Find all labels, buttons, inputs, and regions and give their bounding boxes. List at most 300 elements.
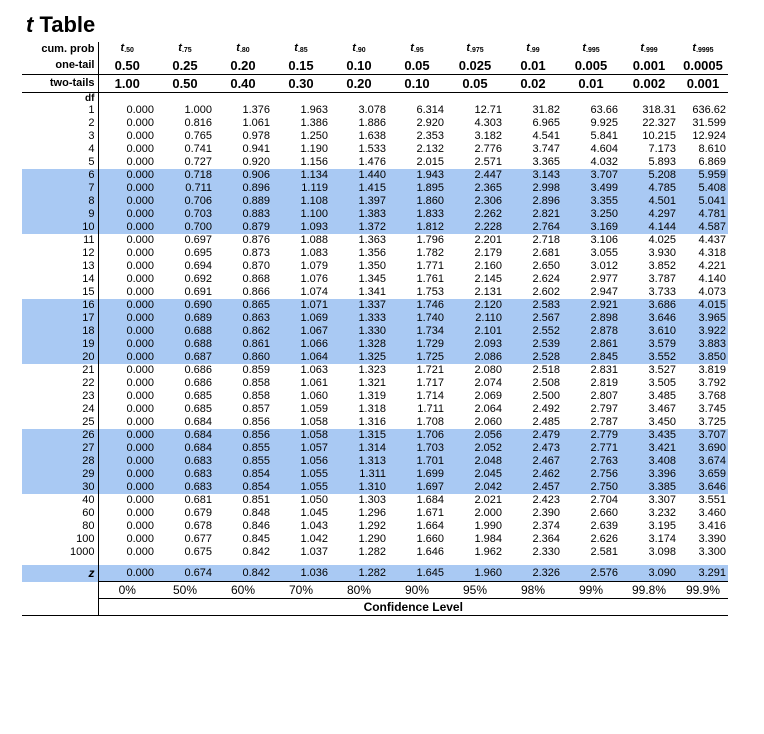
value-cell: 3.733 — [648, 286, 676, 298]
confidence-row — [22, 582, 728, 599]
value-cell: 0.000 — [98, 338, 156, 351]
value-cell: 2.756 — [562, 468, 620, 481]
df-cell: 14 — [22, 273, 98, 286]
value-cell: 1.746 — [388, 299, 446, 312]
value-cell: 2.015 — [416, 156, 444, 168]
table-row — [22, 442, 728, 455]
value-cell: 0.858 — [242, 390, 270, 402]
df-cell: 4 — [22, 143, 98, 156]
value-cell: 3.385 — [620, 481, 678, 494]
t-symbol: t — [352, 42, 356, 54]
value-cell: 1.315 — [330, 429, 388, 442]
value-cell: 2.704 — [590, 494, 618, 506]
value-cell: 1.055 — [272, 481, 330, 494]
value-cell: 3.195 — [648, 520, 676, 532]
value-cell: 0.816 — [184, 117, 212, 129]
z-value-cell: 1.036 — [272, 565, 330, 582]
value-cell: 2.602 — [532, 286, 560, 298]
value-cell: 6.965 — [532, 117, 560, 129]
table-row — [22, 130, 728, 143]
value-cell: 5.408 — [678, 182, 728, 195]
value-cell: 2.776 — [474, 143, 502, 155]
value-cell: 0.000 — [126, 143, 154, 155]
cum-prob-value: .995 — [586, 47, 600, 54]
value-cell: 0.684 — [184, 416, 212, 428]
cum-prob-value: .99 — [529, 47, 540, 54]
value-cell: 1.064 — [272, 351, 330, 364]
value-cell: 4.015 — [678, 299, 728, 312]
df-header-row — [22, 93, 728, 105]
value-cell: 2.750 — [562, 481, 620, 494]
df-cell: 5 — [22, 156, 98, 169]
one-tail-value: 0.0005 — [683, 58, 723, 73]
value-cell: 0.879 — [214, 221, 272, 234]
cum-prob-header — [678, 42, 728, 57]
confidence-value: 98% — [504, 582, 562, 599]
df-cell: 19 — [22, 338, 98, 351]
df-cell: 21 — [22, 364, 98, 377]
value-cell: 12.924 — [692, 130, 726, 142]
value-cell: 1.660 — [416, 533, 444, 545]
df-cell: 2 — [22, 117, 98, 130]
value-cell: 0.679 — [184, 507, 212, 519]
value-cell: 1.069 — [272, 312, 330, 325]
value-cell: 0.765 — [184, 130, 212, 142]
z-value-cell: 1.645 — [388, 565, 446, 582]
value-cell: 0.858 — [242, 377, 270, 389]
value-cell: 12.71 — [474, 104, 502, 116]
value-cell: 0.000 — [98, 208, 156, 221]
value-cell: 2.779 — [562, 429, 620, 442]
cum-prob-value: .85 — [297, 47, 308, 54]
value-cell: 1.323 — [358, 364, 386, 376]
table-row — [22, 455, 728, 468]
value-cell: 0.861 — [214, 338, 272, 351]
value-cell: 4.318 — [698, 247, 726, 259]
df-cell: 24 — [22, 403, 98, 416]
value-cell: 3.552 — [620, 351, 678, 364]
value-cell: 2.048 — [446, 455, 504, 468]
value-cell: 3.787 — [648, 273, 676, 285]
value-cell: 0.694 — [184, 260, 212, 272]
value-cell: 4.541 — [532, 130, 560, 142]
value-cell: 0.846 — [242, 520, 270, 532]
value-cell: 1.134 — [272, 169, 330, 182]
one-tail-value: 0.05 — [404, 58, 430, 73]
value-cell: 0.000 — [98, 455, 156, 468]
value-cell: 2.861 — [562, 338, 620, 351]
one-tail-value: 0.15 — [288, 58, 314, 73]
value-cell: 0.865 — [214, 299, 272, 312]
value-cell: 7.173 — [648, 143, 676, 155]
one-tail-value: 0.001 — [632, 58, 666, 73]
value-cell: 1.734 — [388, 325, 446, 338]
df-header-blank — [98, 93, 156, 105]
df-cell: 29 — [22, 468, 98, 481]
value-cell: 1.292 — [358, 520, 386, 532]
value-cell: 1.701 — [388, 455, 446, 468]
t-symbol: t — [120, 42, 125, 54]
value-cell: 3.725 — [698, 416, 726, 428]
value-cell: 1.376 — [242, 104, 270, 116]
value-cell: 2.920 — [416, 117, 444, 129]
value-cell: 1.341 — [358, 286, 386, 298]
value-cell: 0.000 — [126, 416, 154, 428]
value-cell: 1.363 — [358, 234, 386, 246]
value-cell: 2.330 — [532, 546, 560, 558]
value-cell: 0.686 — [184, 377, 212, 389]
value-cell: 3.143 — [504, 169, 562, 182]
value-cell: 3.579 — [620, 338, 678, 351]
z-label: z — [22, 565, 98, 582]
value-cell: 3.707 — [562, 169, 620, 182]
value-cell: 1.753 — [416, 286, 444, 298]
table-row — [22, 208, 728, 221]
table-row — [22, 182, 728, 195]
value-cell: 3.707 — [678, 429, 728, 442]
value-cell: 0.684 — [156, 429, 214, 442]
value-cell: 2.567 — [504, 312, 562, 325]
confidence-level-caption: Confidence Level — [98, 599, 728, 616]
value-cell: 4.604 — [590, 143, 618, 155]
value-cell: 2.042 — [446, 481, 504, 494]
value-cell: 2.056 — [446, 429, 504, 442]
value-cell: 2.110 — [446, 312, 504, 325]
value-cell: 2.681 — [532, 247, 560, 259]
value-cell: 1.088 — [300, 234, 328, 246]
value-cell: 0.681 — [184, 494, 212, 506]
value-cell: 0.687 — [156, 351, 214, 364]
value-cell: 0.000 — [98, 195, 156, 208]
df-cell: 13 — [22, 260, 98, 273]
cum-prob-value: .90 — [355, 47, 366, 54]
value-cell: 3.610 — [620, 325, 678, 338]
value-cell: 2.518 — [532, 364, 560, 376]
value-cell: 2.581 — [590, 546, 618, 558]
value-cell: 2.878 — [562, 325, 620, 338]
t-symbol: t — [294, 42, 298, 54]
value-cell: 0.695 — [184, 247, 212, 259]
value-cell: 2.060 — [474, 416, 502, 428]
value-cell: 1.330 — [330, 325, 388, 338]
value-cell: 0.000 — [126, 377, 154, 389]
two-tails-row — [22, 75, 728, 93]
value-cell: 0.690 — [156, 299, 214, 312]
df-label: df — [22, 93, 98, 105]
value-cell: 5.041 — [678, 195, 728, 208]
value-cell: 1.963 — [300, 104, 328, 116]
df-header-blank — [388, 93, 446, 105]
t-symbol: t — [526, 42, 530, 54]
value-cell: 0.863 — [214, 312, 272, 325]
value-cell: 1.397 — [330, 195, 388, 208]
table-row — [22, 494, 728, 507]
table-row — [22, 104, 728, 117]
confidence-value: 0% — [98, 582, 156, 599]
value-cell: 0.000 — [126, 546, 154, 558]
value-cell: 1.476 — [358, 156, 386, 168]
value-cell: 3.182 — [474, 130, 502, 142]
value-cell: 0.000 — [126, 494, 154, 506]
value-cell: 4.032 — [590, 156, 618, 168]
table-row — [22, 351, 728, 364]
confidence-caption-row — [22, 599, 728, 616]
value-cell: 318.31 — [642, 104, 676, 116]
value-cell: 0.700 — [156, 221, 214, 234]
value-cell: 2.571 — [474, 156, 502, 168]
z-value-cell: 1.960 — [446, 565, 504, 582]
table-row — [22, 390, 728, 403]
value-cell: 3.551 — [698, 494, 726, 506]
value-cell: 2.262 — [446, 208, 504, 221]
table-row — [22, 117, 728, 130]
value-cell: 2.021 — [474, 494, 502, 506]
cum-prob-value: .80 — [239, 47, 250, 54]
table-row — [22, 195, 728, 208]
value-cell: 0.941 — [242, 143, 270, 155]
z-value-cell: 2.576 — [562, 565, 620, 582]
value-cell: 4.303 — [474, 117, 502, 129]
value-cell: 1.812 — [388, 221, 446, 234]
value-cell: 2.485 — [532, 416, 560, 428]
value-cell: 2.069 — [474, 390, 502, 402]
table-row — [22, 234, 728, 247]
table-row — [22, 468, 728, 481]
value-cell: 0.718 — [156, 169, 214, 182]
table-row — [22, 429, 728, 442]
df-header-blank — [214, 93, 272, 105]
value-cell: 1.310 — [330, 481, 388, 494]
value-cell: 0.868 — [242, 273, 270, 285]
value-cell: 0.000 — [126, 260, 154, 272]
value-cell: 0.866 — [242, 286, 270, 298]
z-value-cell: 2.326 — [504, 565, 562, 582]
two-tails-value: 0.001 — [678, 75, 728, 93]
value-cell: 0.856 — [242, 416, 270, 428]
value-cell: 2.462 — [504, 468, 562, 481]
value-cell: 0.000 — [126, 156, 154, 168]
value-cell: 0.741 — [184, 143, 212, 155]
value-cell: 4.144 — [620, 221, 678, 234]
df-cell: 8 — [22, 195, 98, 208]
value-cell: 1.066 — [272, 338, 330, 351]
table-row — [22, 416, 728, 429]
df-cell: 15 — [22, 286, 98, 299]
value-cell: 2.626 — [590, 533, 618, 545]
value-cell: 2.131 — [474, 286, 502, 298]
value-cell: 3.485 — [648, 390, 676, 402]
value-cell: 1.729 — [388, 338, 446, 351]
one-tail-label: one-tail — [22, 57, 98, 75]
value-cell: 3.646 — [620, 312, 678, 325]
bottom-rule — [22, 616, 728, 619]
value-cell: 0.703 — [156, 208, 214, 221]
value-cell: 0.000 — [126, 364, 154, 376]
value-cell: 3.055 — [590, 247, 618, 259]
confidence-value: 70% — [272, 582, 330, 599]
value-cell: 1.714 — [416, 390, 444, 402]
value-cell: 3.396 — [620, 468, 678, 481]
value-cell: 1.250 — [300, 130, 328, 142]
value-cell: 2.821 — [504, 208, 562, 221]
df-cell: 9 — [22, 208, 98, 221]
df-cell: 17 — [22, 312, 98, 325]
df-header-blank — [446, 93, 504, 105]
value-cell: 3.106 — [590, 234, 618, 246]
value-cell: 2.947 — [590, 286, 618, 298]
value-cell: 2.500 — [532, 390, 560, 402]
value-cell: 3.690 — [678, 442, 728, 455]
value-cell: 1.328 — [330, 338, 388, 351]
value-cell: 3.300 — [698, 546, 726, 558]
value-cell: 0.000 — [98, 351, 156, 364]
value-cell: 4.501 — [620, 195, 678, 208]
cum-prob-value: .95 — [413, 47, 424, 54]
value-cell: 2.624 — [532, 273, 560, 285]
value-cell: 4.221 — [698, 260, 726, 272]
t-symbol: t — [692, 42, 697, 54]
value-cell: 0.000 — [126, 234, 154, 246]
value-cell: 1.060 — [300, 390, 328, 402]
value-cell: 1.119 — [272, 182, 330, 195]
value-cell: 1.782 — [416, 247, 444, 259]
value-cell: 0.000 — [126, 286, 154, 298]
value-cell: 0.000 — [98, 442, 156, 455]
df-cell: 10 — [22, 221, 98, 234]
value-cell: 2.000 — [474, 507, 502, 519]
table-row — [22, 221, 728, 234]
value-cell: 2.977 — [590, 273, 618, 285]
value-cell: 1.000 — [184, 104, 212, 116]
value-cell: 3.852 — [648, 260, 676, 272]
value-cell: 0.859 — [242, 364, 270, 376]
value-cell: 4.781 — [678, 208, 728, 221]
value-cell: 0.000 — [98, 468, 156, 481]
value-cell: 1.316 — [358, 416, 386, 428]
value-cell: 0.889 — [214, 195, 272, 208]
df-cell: 22 — [22, 377, 98, 390]
value-cell: 2.797 — [590, 403, 618, 415]
value-cell: 1.093 — [272, 221, 330, 234]
value-cell: 3.850 — [678, 351, 728, 364]
cum-prob-header — [330, 42, 388, 57]
value-cell: 636.62 — [692, 104, 726, 116]
value-cell: 3.745 — [698, 403, 726, 415]
value-cell: 0.677 — [184, 533, 212, 545]
value-cell: 1.063 — [300, 364, 328, 376]
value-cell: 2.201 — [474, 234, 502, 246]
value-cell: 1.296 — [358, 507, 386, 519]
table-row — [22, 377, 728, 390]
value-cell: 1.761 — [416, 273, 444, 285]
df-cell: 26 — [22, 429, 98, 442]
df-header-blank — [272, 93, 330, 105]
value-cell: 31.599 — [692, 117, 726, 129]
df-cell: 20 — [22, 351, 98, 364]
value-cell: 0.896 — [214, 182, 272, 195]
value-cell: 0.691 — [184, 286, 212, 298]
value-cell: 8.610 — [698, 143, 726, 155]
table-row — [22, 546, 728, 559]
value-cell: 0.000 — [98, 429, 156, 442]
value-cell: 3.232 — [648, 507, 676, 519]
value-cell: 2.898 — [562, 312, 620, 325]
value-cell: 3.078 — [358, 104, 386, 116]
value-cell: 2.179 — [474, 247, 502, 259]
value-cell: 1.711 — [417, 403, 444, 415]
value-cell: 2.423 — [532, 494, 560, 506]
value-cell: 1.860 — [388, 195, 446, 208]
value-cell: 4.297 — [620, 208, 678, 221]
table-row — [22, 520, 728, 533]
cum-prob-value: .9995 — [696, 47, 714, 54]
value-cell: 2.467 — [504, 455, 562, 468]
value-cell: 3.965 — [678, 312, 728, 325]
confidence-label-blank — [22, 582, 98, 599]
cum-prob-header — [446, 42, 504, 57]
value-cell: 10.215 — [642, 130, 676, 142]
value-cell: 1.333 — [330, 312, 388, 325]
value-cell: 3.686 — [620, 299, 678, 312]
df-cell: 23 — [22, 390, 98, 403]
value-cell: 1.067 — [272, 325, 330, 338]
two-tails-value: 0.01 — [562, 75, 620, 93]
value-cell: 1.318 — [358, 403, 386, 415]
table-row — [22, 299, 728, 312]
value-cell: 0.678 — [184, 520, 212, 532]
value-cell: 1.638 — [358, 130, 386, 142]
value-cell: 0.851 — [242, 494, 270, 506]
value-cell: 1.058 — [300, 416, 328, 428]
value-cell: 2.390 — [532, 507, 560, 519]
df-cell: 100 — [22, 533, 98, 546]
value-cell: 0.688 — [156, 325, 214, 338]
value-cell: 1.042 — [300, 533, 328, 545]
df-cell: 3 — [22, 130, 98, 143]
value-cell: 1.313 — [330, 455, 388, 468]
value-cell: 0.000 — [98, 299, 156, 312]
value-cell: 3.307 — [648, 494, 676, 506]
value-cell: 2.539 — [504, 338, 562, 351]
z-value-cell: 1.282 — [330, 565, 388, 582]
value-cell: 0.860 — [214, 351, 272, 364]
value-cell: 3.792 — [698, 377, 726, 389]
value-cell: 0.727 — [184, 156, 212, 168]
value-cell: 3.819 — [698, 364, 726, 376]
df-cell: 11 — [22, 234, 98, 247]
value-cell: 5.208 — [620, 169, 678, 182]
df-cell: 1 — [22, 104, 98, 117]
value-cell: 1.699 — [388, 468, 446, 481]
value-cell: 0.000 — [98, 481, 156, 494]
value-cell: 0.000 — [126, 247, 154, 259]
value-cell: 2.787 — [590, 416, 618, 428]
value-cell: 1.156 — [300, 156, 328, 168]
value-cell: 0.854 — [214, 468, 272, 481]
value-cell: 0.000 — [126, 130, 154, 142]
value-cell: 1.325 — [330, 351, 388, 364]
value-cell: 0.870 — [242, 260, 270, 272]
table-row — [22, 260, 728, 273]
value-cell: 1.071 — [272, 299, 330, 312]
value-cell: 3.390 — [698, 533, 726, 545]
value-cell: 1.321 — [358, 377, 386, 389]
two-tails-value: 0.30 — [272, 75, 330, 93]
value-cell: 1.061 — [300, 377, 328, 389]
value-cell: 1.319 — [358, 390, 386, 402]
df-cell: 30 — [22, 481, 98, 494]
value-cell: 1.083 — [300, 247, 328, 259]
